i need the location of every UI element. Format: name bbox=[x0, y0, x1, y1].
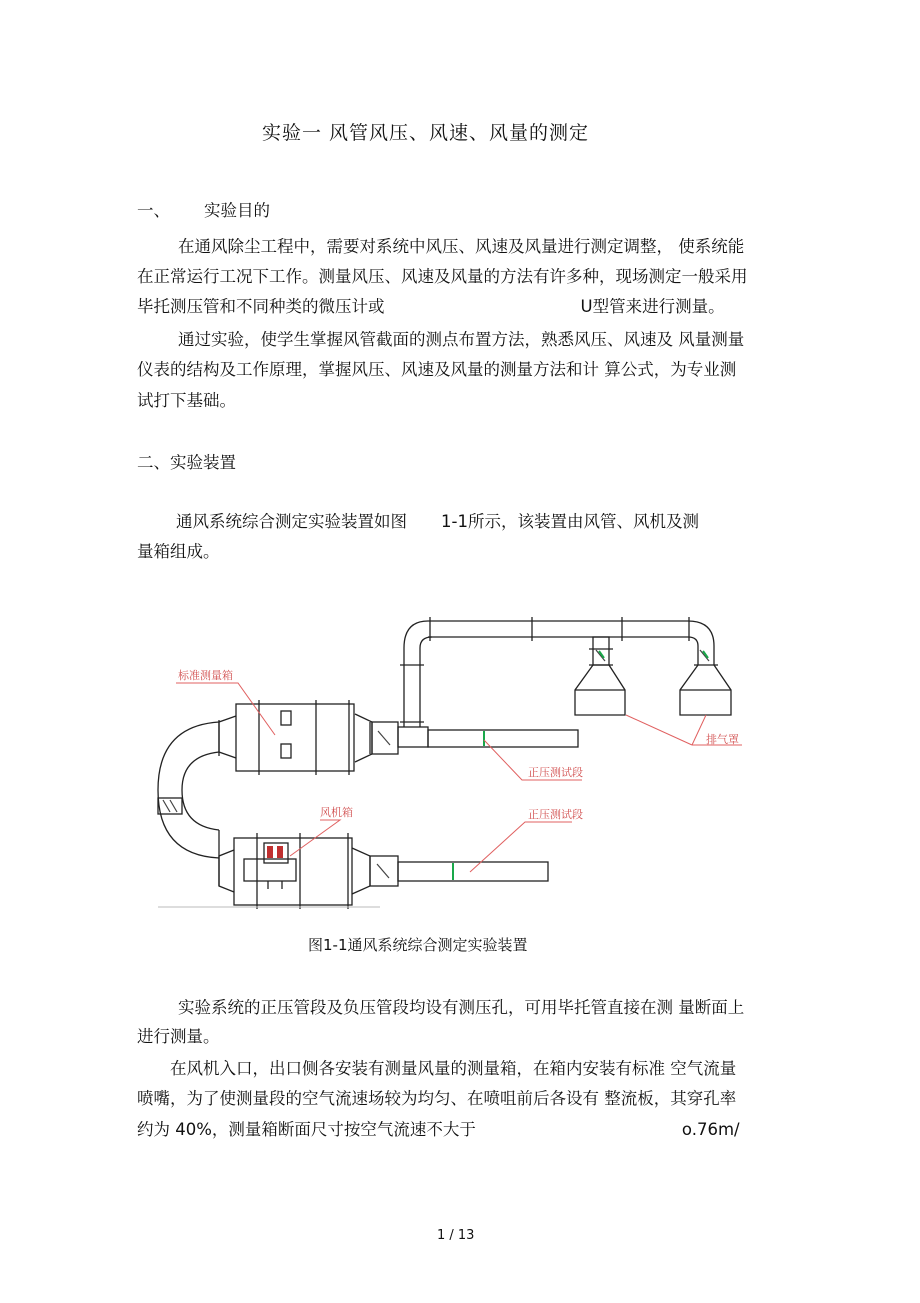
leader-std-box bbox=[176, 683, 275, 735]
s1-p1-line3-a: 毕托测压管和不同种类的微压计或 bbox=[137, 297, 385, 316]
section1-title: 实验目的 bbox=[204, 201, 270, 220]
top-right-elbow-inner bbox=[688, 637, 698, 665]
return-bend-inner bbox=[182, 752, 219, 830]
s1-p2-line3: 试打下基础。 bbox=[137, 391, 236, 410]
leader-exhaust-2 bbox=[692, 715, 706, 745]
leader-pos-test-2 bbox=[470, 822, 572, 872]
label-fan-box: 风机箱 bbox=[320, 806, 353, 819]
fan-box bbox=[234, 838, 352, 905]
label-exhaust-hood: 排气罩 bbox=[706, 733, 739, 746]
s3-p2-line3-b: o.76m/ bbox=[681, 1120, 740, 1139]
upper-positive-test-duct bbox=[428, 730, 578, 747]
s3-p2-line3 bbox=[137, 1116, 740, 1140]
standard-measuring-box bbox=[236, 704, 354, 771]
figure-caption: 图1-1通风系统综合测定实验装置 bbox=[308, 936, 528, 954]
s3-p2-line1: 在风机入口，出口侧各安装有测量风量的测量箱，在箱内安装有标准 空气流量 bbox=[170, 1059, 737, 1078]
s1-p1-line1: 在通风除尘工程中，需要对系统中风压、风速及风量进行测定调整， 使系统能 bbox=[178, 237, 745, 256]
s2-p1-line1-b: 1-1所示，该装置由风管、风机及测 bbox=[441, 512, 699, 531]
section2-heading: 二、实验装置 bbox=[137, 453, 236, 472]
section1-number: 一、 bbox=[137, 201, 170, 220]
top-left-elbow-outer bbox=[404, 621, 428, 727]
s3-p1-line2: 进行测量。 bbox=[137, 1027, 220, 1046]
s1-p2-line1: 通过实验，使学生掌握风管截面的测点布置方法，熟悉风压、风速及 风量测量 bbox=[178, 330, 745, 349]
label-positive-test-section-2: 正压测试段 bbox=[528, 808, 583, 821]
top-right-elbow-outer bbox=[688, 621, 714, 665]
page-number: 1 / 13 bbox=[437, 1228, 475, 1243]
return-bend-outer bbox=[158, 722, 219, 858]
top-left-elbow-inner bbox=[420, 637, 432, 727]
s1-p1-line2: 在正常运行工况下工作。测量风压、风速及风量的方法有许多种，现场测定一般采用 bbox=[137, 267, 748, 286]
s3-p2-line3-a: 约为 40%，测量箱断面尺寸按空气流速不大于 bbox=[137, 1120, 476, 1139]
hood1-branch bbox=[593, 637, 609, 665]
page-title: 实验一 风管风压、风速、风量的测定 bbox=[262, 122, 590, 144]
s1-p2-line2: 仪表的结构及工作原理，掌握风压、风速及风量的测量方法和计 算公式，为专业测 bbox=[137, 360, 737, 379]
s1-p1-line3-b: U型管来进行测量。 bbox=[580, 297, 725, 316]
s2-p1-line1-a: 通风系统综合测定实验装置如图 bbox=[176, 512, 407, 531]
label-standard-measuring-box: 标准测量箱 bbox=[178, 669, 233, 682]
leader-exhaust-1 bbox=[626, 715, 692, 745]
s2-p1-line2: 量箱组成。 bbox=[137, 542, 220, 561]
lower-positive-test-duct bbox=[398, 862, 548, 881]
tee-fitting bbox=[398, 727, 428, 747]
s3-p2-line2: 喷嘴，为了使测量段的空气流速场较为均匀、在喷咀前后各设有 整流板，其穿孔率 bbox=[137, 1089, 737, 1108]
s3-p1-line1: 实验系统的正压管段及负压管段均设有测压孔，可用毕托管直接在测 量断面上 bbox=[178, 998, 745, 1017]
label-positive-test-section-1: 正压测试段 bbox=[528, 766, 583, 779]
